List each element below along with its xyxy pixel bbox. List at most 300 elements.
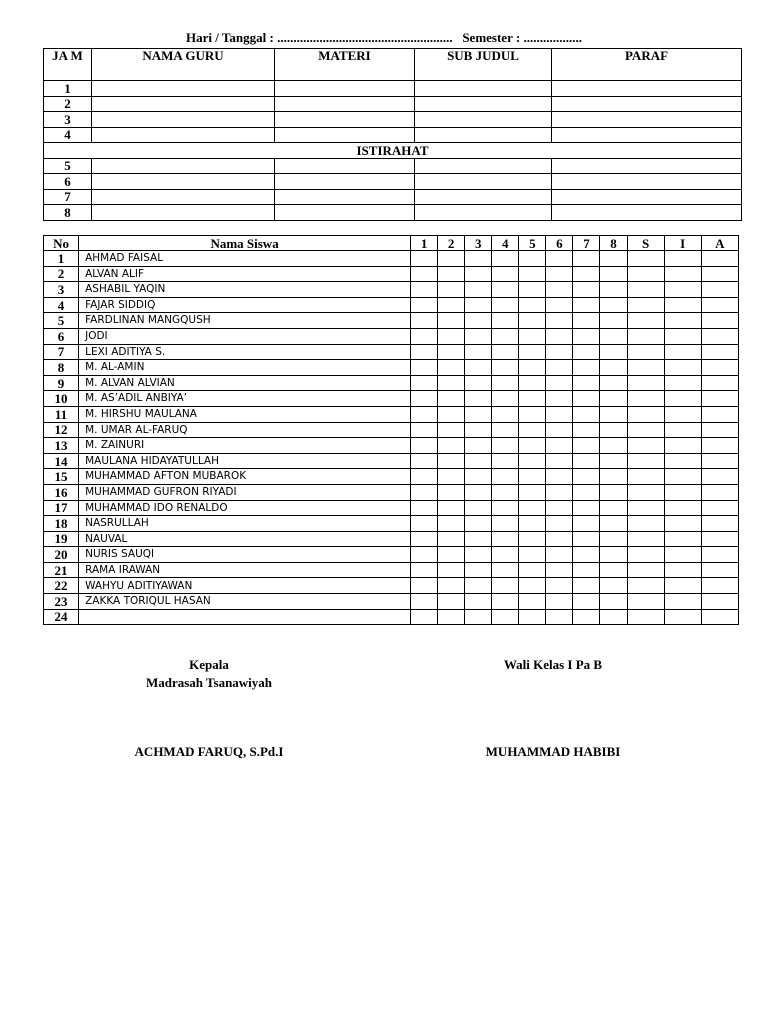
- attendance-cell[interactable]: [411, 251, 438, 267]
- attendance-cell[interactable]: [411, 578, 438, 594]
- attendance-cell[interactable]: [411, 484, 438, 500]
- attendance-cell[interactable]: [664, 266, 701, 282]
- attendance-cell[interactable]: [600, 609, 627, 625]
- attendance-cell[interactable]: [465, 360, 492, 376]
- sub-judul-cell[interactable]: [415, 81, 552, 97]
- attendance-cell[interactable]: [701, 282, 738, 298]
- attendance-cell[interactable]: [600, 344, 627, 360]
- attendance-cell[interactable]: [492, 344, 519, 360]
- attendance-cell[interactable]: [546, 500, 573, 516]
- attendance-cell[interactable]: [546, 406, 573, 422]
- attendance-cell[interactable]: [438, 531, 465, 547]
- attendance-cell[interactable]: [411, 500, 438, 516]
- attendance-cell[interactable]: [519, 391, 546, 407]
- attendance-cell[interactable]: [492, 282, 519, 298]
- sub-judul-cell[interactable]: [415, 127, 552, 143]
- attendance-cell[interactable]: [573, 516, 600, 532]
- attendance-cell[interactable]: [627, 282, 664, 298]
- attendance-cell[interactable]: [492, 406, 519, 422]
- attendance-cell[interactable]: [627, 562, 664, 578]
- attendance-cell[interactable]: [664, 344, 701, 360]
- attendance-cell[interactable]: [701, 313, 738, 329]
- guru-cell[interactable]: [92, 81, 275, 97]
- attendance-cell[interactable]: [438, 594, 465, 610]
- materi-cell[interactable]: [275, 81, 415, 97]
- attendance-cell[interactable]: [573, 500, 600, 516]
- attendance-cell[interactable]: [519, 297, 546, 313]
- attendance-cell[interactable]: [573, 406, 600, 422]
- guru-cell[interactable]: [92, 189, 275, 205]
- paraf-cell[interactable]: [552, 96, 742, 112]
- attendance-cell[interactable]: [701, 484, 738, 500]
- attendance-cell[interactable]: [573, 251, 600, 267]
- attendance-cell[interactable]: [492, 609, 519, 625]
- attendance-cell[interactable]: [600, 266, 627, 282]
- attendance-cell[interactable]: [411, 594, 438, 610]
- attendance-cell[interactable]: [492, 313, 519, 329]
- attendance-cell[interactable]: [627, 438, 664, 454]
- attendance-cell[interactable]: [664, 360, 701, 376]
- student-row: [44, 578, 739, 594]
- sub-judul-cell[interactable]: [415, 205, 552, 221]
- attendance-cell[interactable]: [664, 547, 701, 563]
- attendance-cell[interactable]: [600, 422, 627, 438]
- attendance-cell[interactable]: [411, 391, 438, 407]
- attendance-cell[interactable]: [573, 578, 600, 594]
- attendance-cell[interactable]: [664, 297, 701, 313]
- attendance-cell[interactable]: [519, 516, 546, 532]
- attendance-cell[interactable]: [465, 531, 492, 547]
- attendance-cell[interactable]: [519, 251, 546, 267]
- attendance-cell[interactable]: [573, 484, 600, 500]
- attendance-cell[interactable]: [664, 500, 701, 516]
- attendance-cell[interactable]: [701, 594, 738, 610]
- attendance-cell[interactable]: [546, 344, 573, 360]
- attendance-cell[interactable]: [701, 438, 738, 454]
- attendance-cell[interactable]: [411, 469, 438, 485]
- attendance-cell[interactable]: [701, 469, 738, 485]
- paraf-cell[interactable]: [552, 205, 742, 221]
- attendance-cell[interactable]: [519, 469, 546, 485]
- attendance-cell[interactable]: [438, 406, 465, 422]
- attendance-cell[interactable]: [573, 594, 600, 610]
- attendance-cell[interactable]: [519, 360, 546, 376]
- paraf-cell[interactable]: [552, 81, 742, 97]
- attendance-cell[interactable]: [465, 516, 492, 532]
- attendance-cell[interactable]: [600, 547, 627, 563]
- attendance-cell[interactable]: [600, 313, 627, 329]
- attendance-cell[interactable]: [438, 453, 465, 469]
- attendance-cell[interactable]: [492, 469, 519, 485]
- attendance-cell[interactable]: [465, 297, 492, 313]
- attendance-cell[interactable]: [465, 313, 492, 329]
- attendance-cell[interactable]: [664, 531, 701, 547]
- attendance-cell[interactable]: [411, 531, 438, 547]
- attendance-cell[interactable]: [546, 516, 573, 532]
- attendance-cell[interactable]: [519, 375, 546, 391]
- attendance-cell[interactable]: [438, 469, 465, 485]
- attendance-cell[interactable]: [546, 282, 573, 298]
- materi-cell[interactable]: [275, 174, 415, 190]
- attendance-cell[interactable]: [701, 360, 738, 376]
- attendance-cell[interactable]: [438, 375, 465, 391]
- attendance-cell[interactable]: [465, 266, 492, 282]
- paraf-cell[interactable]: [552, 189, 742, 205]
- attendance-cell[interactable]: [664, 484, 701, 500]
- attendance-cell[interactable]: [573, 438, 600, 454]
- attendance-cell[interactable]: [492, 453, 519, 469]
- attendance-cell[interactable]: [600, 453, 627, 469]
- materi-cell[interactable]: [275, 205, 415, 221]
- attendance-cell[interactable]: [465, 251, 492, 267]
- attendance-cell[interactable]: [701, 516, 738, 532]
- attendance-cell[interactable]: [519, 531, 546, 547]
- attendance-cell[interactable]: [438, 484, 465, 500]
- materi-cell[interactable]: [275, 158, 415, 174]
- attendance-cell[interactable]: [411, 282, 438, 298]
- attendance-cell[interactable]: [546, 266, 573, 282]
- attendance-cell[interactable]: [438, 360, 465, 376]
- attendance-cell[interactable]: [627, 406, 664, 422]
- attendance-cell[interactable]: [519, 328, 546, 344]
- attendance-cell[interactable]: [411, 609, 438, 625]
- guru-cell[interactable]: [92, 205, 275, 221]
- attendance-cell[interactable]: [546, 375, 573, 391]
- attendance-cell[interactable]: [519, 282, 546, 298]
- guru-cell[interactable]: [92, 174, 275, 190]
- attendance-cell[interactable]: [546, 562, 573, 578]
- attendance-cell[interactable]: [492, 251, 519, 267]
- attendance-cell[interactable]: [627, 484, 664, 500]
- attendance-cell[interactable]: [492, 500, 519, 516]
- attendance-cell[interactable]: [573, 297, 600, 313]
- attendance-cell[interactable]: [438, 562, 465, 578]
- attendance-cell[interactable]: [627, 422, 664, 438]
- attendance-cell[interactable]: [492, 422, 519, 438]
- attendance-cell[interactable]: [519, 594, 546, 610]
- materi-cell[interactable]: [275, 189, 415, 205]
- attendance-cell[interactable]: [492, 594, 519, 610]
- attendance-cell[interactable]: [573, 562, 600, 578]
- attendance-cell[interactable]: [546, 453, 573, 469]
- attendance-cell[interactable]: [600, 500, 627, 516]
- attendance-cell[interactable]: [411, 422, 438, 438]
- attendance-cell[interactable]: [627, 609, 664, 625]
- attendance-cell[interactable]: [411, 406, 438, 422]
- attendance-cell[interactable]: [519, 453, 546, 469]
- attendance-cell[interactable]: [600, 562, 627, 578]
- attendance-cell[interactable]: [465, 391, 492, 407]
- attendance-cell[interactable]: [573, 422, 600, 438]
- attendance-cell[interactable]: [519, 313, 546, 329]
- attendance-cell[interactable]: [664, 391, 701, 407]
- attendance-cell[interactable]: [411, 516, 438, 532]
- attendance-cell[interactable]: [600, 406, 627, 422]
- attendance-cell[interactable]: [627, 328, 664, 344]
- attendance-cell[interactable]: [664, 251, 701, 267]
- guru-cell[interactable]: [92, 112, 275, 128]
- attendance-cell[interactable]: [701, 453, 738, 469]
- attendance-cell[interactable]: [492, 266, 519, 282]
- attendance-cell[interactable]: [573, 453, 600, 469]
- guru-cell[interactable]: [92, 127, 275, 143]
- attendance-cell[interactable]: [411, 313, 438, 329]
- sub-judul-cell[interactable]: [415, 158, 552, 174]
- attendance-cell[interactable]: [546, 484, 573, 500]
- attendance-cell[interactable]: [492, 531, 519, 547]
- sub-judul-cell[interactable]: [415, 112, 552, 128]
- attendance-cell[interactable]: [627, 469, 664, 485]
- attendance-cell[interactable]: [664, 453, 701, 469]
- attendance-cell[interactable]: [573, 360, 600, 376]
- schedule-row: [44, 174, 742, 190]
- attendance-cell[interactable]: [701, 251, 738, 267]
- attendance-cell[interactable]: [438, 266, 465, 282]
- attendance-cell[interactable]: [438, 391, 465, 407]
- student-number: 18: [44, 516, 79, 532]
- attendance-cell[interactable]: [573, 266, 600, 282]
- attendance-cell[interactable]: [664, 609, 701, 625]
- attendance-cell[interactable]: [573, 547, 600, 563]
- attendance-cell[interactable]: [438, 251, 465, 267]
- paraf-cell[interactable]: [552, 174, 742, 190]
- attendance-cell[interactable]: [519, 578, 546, 594]
- attendance-cell[interactable]: [701, 562, 738, 578]
- guru-cell[interactable]: [92, 96, 275, 112]
- materi-cell[interactable]: [275, 112, 415, 128]
- attendance-cell[interactable]: [627, 594, 664, 610]
- attendance-cell[interactable]: [664, 594, 701, 610]
- attendance-cell[interactable]: [573, 282, 600, 298]
- attendance-cell[interactable]: [546, 297, 573, 313]
- attendance-cell[interactable]: [627, 313, 664, 329]
- attendance-cell[interactable]: [465, 609, 492, 625]
- attendance-cell[interactable]: [519, 609, 546, 625]
- attendance-cell[interactable]: [519, 500, 546, 516]
- attendance-cell[interactable]: [600, 594, 627, 610]
- attendance-cell[interactable]: [627, 360, 664, 376]
- attendance-cell[interactable]: [438, 297, 465, 313]
- attendance-cell[interactable]: [546, 360, 573, 376]
- paraf-cell[interactable]: [552, 158, 742, 174]
- attendance-cell[interactable]: [438, 609, 465, 625]
- attendance-cell[interactable]: [492, 547, 519, 563]
- attendance-cell[interactable]: [465, 344, 492, 360]
- attendance-cell[interactable]: [492, 391, 519, 407]
- attendance-cell[interactable]: [546, 594, 573, 610]
- sub-judul-cell[interactable]: [415, 174, 552, 190]
- attendance-cell[interactable]: [701, 344, 738, 360]
- attendance-cell[interactable]: [492, 360, 519, 376]
- attendance-cell[interactable]: [546, 438, 573, 454]
- attendance-cell[interactable]: [492, 438, 519, 454]
- attendance-cell[interactable]: [600, 251, 627, 267]
- attendance-cell[interactable]: [627, 578, 664, 594]
- attendance-cell[interactable]: [465, 484, 492, 500]
- attendance-cell[interactable]: [519, 266, 546, 282]
- attendance-cell[interactable]: [546, 313, 573, 329]
- paraf-cell[interactable]: [552, 112, 742, 128]
- attendance-cell[interactable]: [600, 375, 627, 391]
- attendance-cell[interactable]: [701, 375, 738, 391]
- attendance-cell[interactable]: [438, 500, 465, 516]
- attendance-cell[interactable]: [664, 562, 701, 578]
- attendance-cell[interactable]: [438, 438, 465, 454]
- paraf-cell[interactable]: [552, 127, 742, 143]
- attendance-cell[interactable]: [664, 282, 701, 298]
- attendance-cell[interactable]: [664, 438, 701, 454]
- attendance-cell[interactable]: [492, 484, 519, 500]
- materi-cell[interactable]: [275, 127, 415, 143]
- attendance-cell[interactable]: [492, 328, 519, 344]
- attendance-cell[interactable]: [546, 531, 573, 547]
- attendance-cell[interactable]: [573, 328, 600, 344]
- attendance-cell[interactable]: [465, 375, 492, 391]
- attendance-cell[interactable]: [627, 453, 664, 469]
- attendance-cell[interactable]: [627, 391, 664, 407]
- attendance-cell[interactable]: [411, 562, 438, 578]
- attendance-cell[interactable]: [664, 313, 701, 329]
- attendance-cell[interactable]: [600, 578, 627, 594]
- attendance-cell[interactable]: [438, 578, 465, 594]
- attendance-cell[interactable]: [573, 531, 600, 547]
- attendance-cell[interactable]: [664, 578, 701, 594]
- attendance-cell[interactable]: [600, 484, 627, 500]
- attendance-cell[interactable]: [600, 282, 627, 298]
- attendance-cell[interactable]: [411, 297, 438, 313]
- materi-cell[interactable]: [275, 96, 415, 112]
- attendance-cell[interactable]: [519, 547, 546, 563]
- attendance-cell[interactable]: [546, 391, 573, 407]
- attendance-cell[interactable]: [411, 266, 438, 282]
- attendance-cell[interactable]: [492, 578, 519, 594]
- attendance-cell[interactable]: [600, 391, 627, 407]
- attendance-cell[interactable]: [519, 406, 546, 422]
- attendance-cell[interactable]: [701, 531, 738, 547]
- attendance-cell[interactable]: [627, 297, 664, 313]
- attendance-cell[interactable]: [465, 328, 492, 344]
- attendance-cell[interactable]: [465, 562, 492, 578]
- attendance-cell[interactable]: [701, 391, 738, 407]
- attendance-cell[interactable]: [492, 297, 519, 313]
- attendance-cell[interactable]: [600, 469, 627, 485]
- attendance-cell[interactable]: [519, 484, 546, 500]
- attendance-cell[interactable]: [411, 344, 438, 360]
- attendance-cell[interactable]: [664, 406, 701, 422]
- attendance-cell[interactable]: [411, 328, 438, 344]
- attendance-cell[interactable]: [701, 297, 738, 313]
- attendance-cell[interactable]: [519, 562, 546, 578]
- attendance-cell[interactable]: [465, 406, 492, 422]
- sub-judul-cell[interactable]: [415, 189, 552, 205]
- attendance-cell[interactable]: [664, 422, 701, 438]
- attendance-cell[interactable]: [492, 562, 519, 578]
- attendance-cell[interactable]: [546, 422, 573, 438]
- attendance-cell[interactable]: [546, 609, 573, 625]
- attendance-cell[interactable]: [411, 453, 438, 469]
- attendance-cell[interactable]: [701, 422, 738, 438]
- attendance-cell[interactable]: [438, 516, 465, 532]
- attendance-cell[interactable]: [519, 344, 546, 360]
- attendance-cell[interactable]: [492, 516, 519, 532]
- attendance-cell[interactable]: [701, 328, 738, 344]
- attendance-cell[interactable]: [546, 578, 573, 594]
- attendance-cell[interactable]: [465, 438, 492, 454]
- attendance-cell[interactable]: [465, 422, 492, 438]
- attendance-cell[interactable]: [701, 406, 738, 422]
- attendance-cell[interactable]: [664, 375, 701, 391]
- attendance-cell[interactable]: [411, 547, 438, 563]
- attendance-cell[interactable]: [627, 266, 664, 282]
- attendance-cell[interactable]: [465, 578, 492, 594]
- jam-number: 5: [44, 158, 92, 174]
- attendance-cell[interactable]: [600, 438, 627, 454]
- attendance-cell[interactable]: [627, 375, 664, 391]
- attendance-cell[interactable]: [573, 344, 600, 360]
- attendance-cell[interactable]: [546, 469, 573, 485]
- attendance-cell[interactable]: [701, 266, 738, 282]
- attendance-cell[interactable]: [600, 360, 627, 376]
- sub-judul-cell[interactable]: [415, 96, 552, 112]
- attendance-cell[interactable]: [664, 469, 701, 485]
- attendance-cell[interactable]: [573, 609, 600, 625]
- attendance-cell[interactable]: [438, 344, 465, 360]
- attendance-cell[interactable]: [438, 422, 465, 438]
- attendance-cell[interactable]: [519, 422, 546, 438]
- attendance-cell[interactable]: [411, 360, 438, 376]
- attendance-cell[interactable]: [438, 328, 465, 344]
- attendance-cell[interactable]: [573, 469, 600, 485]
- attendance-cell[interactable]: [465, 469, 492, 485]
- attendance-cell[interactable]: [573, 313, 600, 329]
- attendance-cell[interactable]: [600, 297, 627, 313]
- attendance-cell[interactable]: [573, 375, 600, 391]
- attendance-cell[interactable]: [411, 375, 438, 391]
- attendance-cell[interactable]: [701, 609, 738, 625]
- attendance-cell[interactable]: [627, 344, 664, 360]
- attendance-cell[interactable]: [627, 251, 664, 267]
- attendance-cell[interactable]: [438, 313, 465, 329]
- guru-cell[interactable]: [92, 158, 275, 174]
- attendance-cell[interactable]: [465, 453, 492, 469]
- attendance-cell[interactable]: [664, 328, 701, 344]
- attendance-cell[interactable]: [411, 438, 438, 454]
- attendance-cell[interactable]: [600, 516, 627, 532]
- attendance-cell[interactable]: [465, 500, 492, 516]
- attendance-cell[interactable]: [627, 547, 664, 563]
- attendance-cell[interactable]: [701, 500, 738, 516]
- attendance-cell[interactable]: [600, 328, 627, 344]
- attendance-cell[interactable]: [627, 516, 664, 532]
- attendance-cell[interactable]: [546, 251, 573, 267]
- attendance-cell[interactable]: [701, 578, 738, 594]
- attendance-cell[interactable]: [438, 282, 465, 298]
- attendance-cell[interactable]: [546, 547, 573, 563]
- attendance-cell[interactable]: [465, 282, 492, 298]
- attendance-cell[interactable]: [546, 328, 573, 344]
- attendance-cell[interactable]: [492, 375, 519, 391]
- attendance-cell[interactable]: [701, 547, 738, 563]
- attendance-cell[interactable]: [465, 547, 492, 563]
- attendance-cell[interactable]: [664, 516, 701, 532]
- attendance-cell[interactable]: [627, 531, 664, 547]
- attendance-cell[interactable]: [627, 500, 664, 516]
- attendance-cell[interactable]: [438, 547, 465, 563]
- attendance-cell[interactable]: [519, 438, 546, 454]
- attendance-cell[interactable]: [600, 531, 627, 547]
- attendance-cell[interactable]: [573, 391, 600, 407]
- attendance-cell[interactable]: [465, 594, 492, 610]
